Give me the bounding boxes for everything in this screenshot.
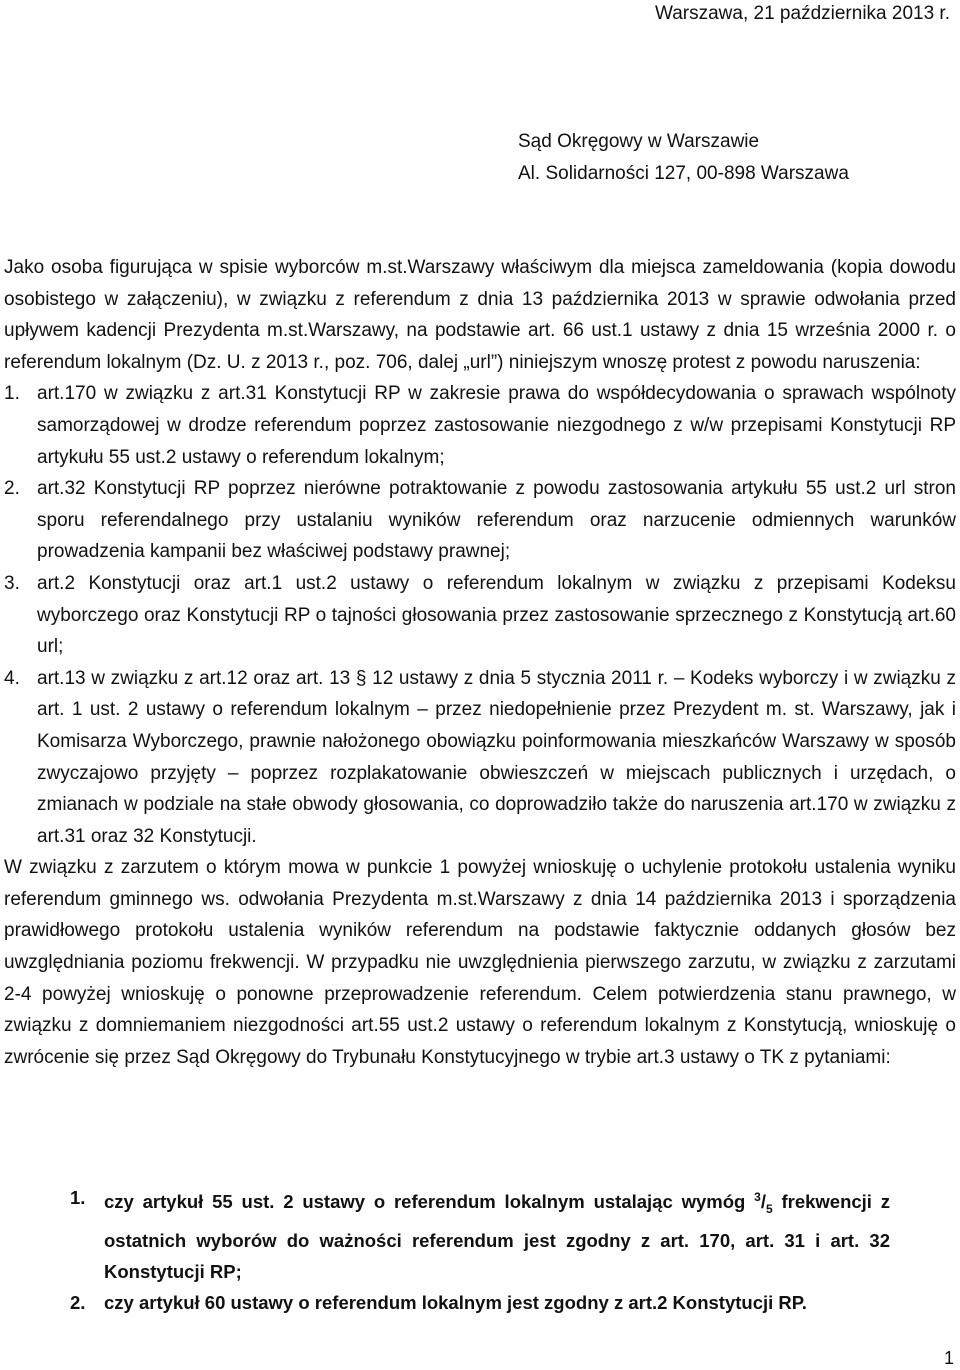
- violation-number: 3.: [4, 572, 20, 594]
- question-number: 2.: [70, 1291, 86, 1313]
- violation-number: 4.: [4, 667, 20, 689]
- questions-list: [70, 1182, 890, 1318]
- violation-item: [4, 378, 956, 473]
- letter-body: [4, 252, 956, 1073]
- addressee-block: [518, 126, 849, 190]
- question-text: czy artykuł 60 ustawy o referendum lokalnym jest zgodny z art.2 Konstytucji RP.: [104, 1291, 807, 1313]
- document-date: Warszawa, 21 października 2013 r.: [654, 3, 950, 24]
- violation-text: art.13 w związku z art.12 oraz art. 13 § 12 ustawy z dnia 5 stycznia 2011 r. – Kodeks wyborczy i w związku z art. 1 ust. 2 ustawy o referendum lokalnym – przez niedopełnienie przez Prezydent m. st. Warszawy, jak i Komisarza Wyborczego, prawnie nałożonego obowiązku poinformowania mieszkańców Warszawy w sposób zwyczajowo przyjęty – poprzez rozplakatowanie obwieszczeń w miejscach publicznych i urzędach, o zmianach w podziale na stałe obwody głosowania, co doprowadziło także do naruszenia art.170 w związku z art.31 oraz 32 Konstytucji.: [37, 667, 956, 847]
- violation-item: [4, 473, 956, 568]
- violation-item: [4, 663, 956, 853]
- violation-text: art.170 w związku z art.31 Konstytucji RP w zakresie prawa do współdecydowania o sprawach wspólnoty samorządowej w drodze referendum poprzez zastosowanie niezgodnego z w/w przepisami Konstytucji RP artykułu 55 ust.2 ustawy o referendum lokalnym;: [37, 383, 956, 468]
- intro-paragraph: Jako osoba figurująca w spisie wyborców m.st.Warszawy właściwym dla miejsca zameldowania (kopia dowodu osobistego w załączeniu), w związku z referendum z dnia 13 października 2013 w sprawie odwołania przed upływem kadencji Prezydenta m.st.Warszawy, na podstawie art. 66 ust.1 ustawy z dnia 15 września 2000 r. o referendum lokalnym (Dz. U. z 2013 r., poz. 706, dalej „url”) niniejszym wnoszę protest z powodu naruszenia:: [4, 257, 956, 373]
- violation-number: 2.: [4, 478, 20, 500]
- violation-text: art.32 Konstytucji RP poprzez nierówne potraktowanie z powodu zastosowania artykułu 55 ust.2 url stron sporu referendalnego przy ustalaniu wyników referendum oraz narzucenie odmiennych warunków prowadzenia kampanii bez właściwej podstawy prawnej;: [37, 478, 956, 563]
- violation-text: art.2 Konstytucji oraz art.1 ust.2 ustawy o referendum lokalnym w związku z przepisami Kodeksu wyborczego oraz Konstytucji RP o tajności głosowania przez zastosowanie sprzecznego z Konstytucją art.60 url;: [37, 572, 956, 658]
- violation-number: 1.: [4, 383, 20, 405]
- fraction-denominator: 5: [765, 1201, 773, 1216]
- violations-list: [4, 378, 956, 852]
- court-address: Al. Solidarności 127, 00-898 Warszawa: [518, 163, 849, 184]
- court-name: Sąd Okręgowy w Warszawie: [518, 131, 760, 152]
- question-text-start: czy artykuł 55 ust. 2 ustawy o referendum lokalnym ustalając wymóg: [104, 1191, 755, 1213]
- question-text-end: frekwencji z ostatnich wyborów do ważności referendum jest zgodny z art. 170, art. 31 i art. 32 Konstytucji RP;: [104, 1191, 891, 1282]
- fraction-separator: /: [760, 1191, 766, 1213]
- fraction-numerator: 3: [754, 1190, 761, 1204]
- question-number: 1.: [70, 1187, 86, 1208]
- violation-item: [4, 568, 956, 663]
- question-item: [70, 1287, 890, 1318]
- question-item: [70, 1182, 890, 1287]
- page-number: 1: [943, 1348, 954, 1368]
- conclusion-paragraph: W związku z zarzutem o którym mowa w punkcie 1 powyżej wnioskuję o uchylenie protokołu ustalenia wyniku referendum gminnego ws. odwołania Prezydenta m.st.Warszawy z dnia 14 października 2013 i sporządzenia prawidłowego protokołu ustalenia wyników referendum na podstawie faktycznie oddanych głosów bez uwzględniania poziomu frekwencji. W przypadku nie uwzględnienia pierwszego zarzutu, w związku z zarzutami 2-4 powyżej wnioskuję o ponowne przeprowadzenie referendum. Celem potwierdzenia stanu prawnego, w związku z domniemaniem niezgodności art.55 ust.2 ustawy o referendum lokalnym z Konstytucją, wnioskuję o zwrócenie się przez Sąd Okręgowy do Trybunału Konstytucyjnego w trybie art.3 ustawy o TK z pytaniami:: [4, 857, 956, 1068]
